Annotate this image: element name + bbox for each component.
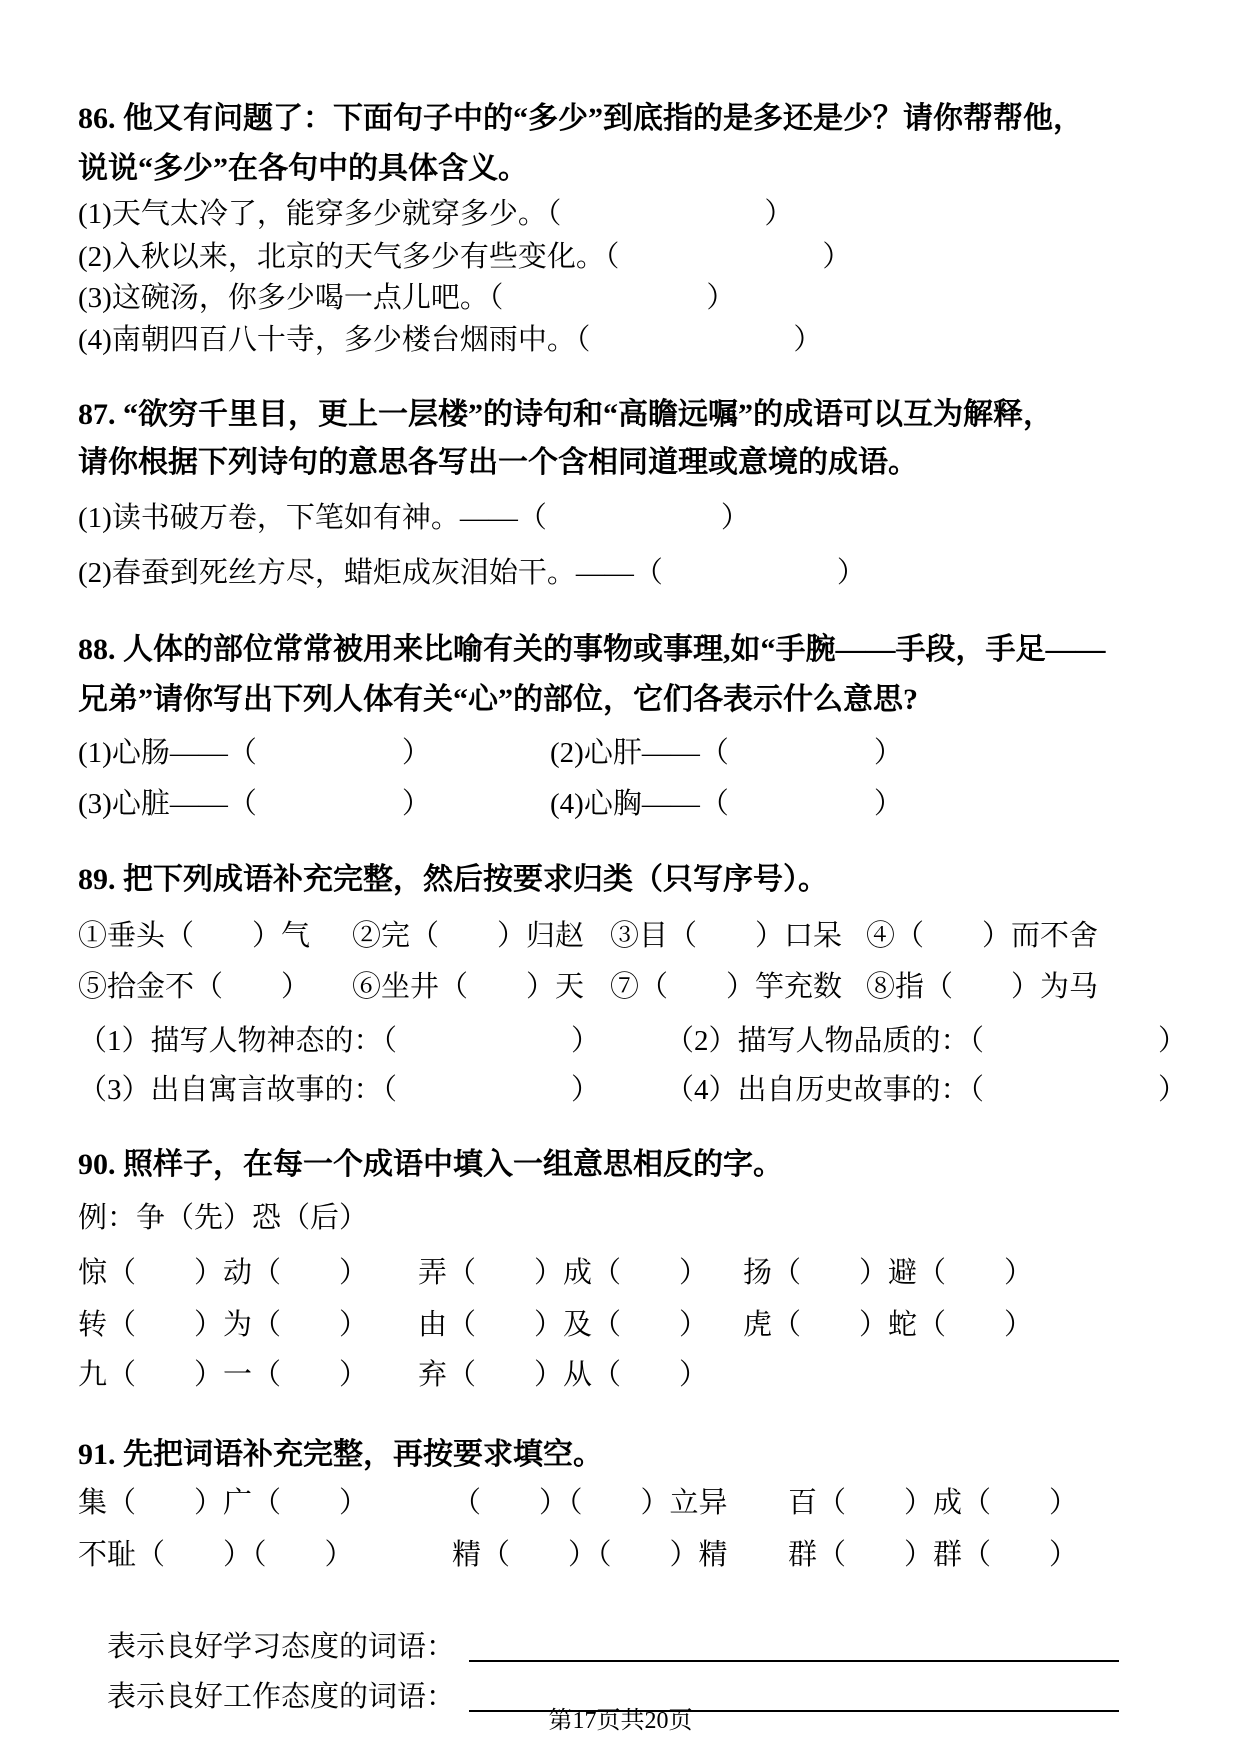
q91-word-1: 集（ ）广（ ） [78,1487,369,1519]
q86-item-3: (3)这碗汤，你多少喝一点儿吧。（ ） [78,282,736,314]
q90-idiom-1: 惊（ ）动（ ） [78,1257,369,1289]
q91-word-3: 百（ ）成（ ） [788,1487,1079,1519]
q91-row1 [78,1485,1211,1525]
q89-idiom-7: ⑦（ ）竽充数 [610,971,843,1003]
q91-fill-label-work: 表示良好工作态度的词语： [107,1681,456,1713]
q90-idiom-6: 虎（ ）蛇（ ） [743,1309,1034,1341]
q89-idiom-4: ④（ ）而不舍 [866,920,1099,952]
q90-row3 [78,1357,1211,1397]
q89-category-row1 [78,1023,1211,1063]
q89-idiom-3: ③目（ ）口呆 [610,920,843,952]
q86-title-line1: 86. 他又有问题了：下面句子中的“多少”到底指的是多还是少？请你帮帮他， [78,102,1083,135]
q90-idiom-7: 九（ ）一（ ） [78,1359,369,1391]
q91-title: 91. 先把词语补充完整，再按要求填空。 [78,1438,603,1471]
q86-title-line2: 说说“多少”在各句中的具体含义。 [78,152,528,185]
q87-title-line2: 请你根据下列诗句的意思各写出一个含相同道理或意境的成语。 [78,446,918,479]
page-number-footer: 第17页共20页 [548,1708,693,1734]
q90-idiom-4: 转（ ）为（ ） [78,1309,369,1341]
q90-idiom-5: 由（ ）及（ ） [418,1309,709,1341]
q87-title-line1: 87. “欲穷千里目，更上一层楼”的诗句和“高瞻远嘱”的成语可以互为解释， [78,398,1053,431]
q88-title-line1: 88. 人体的部位常常被用来比喻有关的事物或事理,如“手腕——手段，手足—— [78,633,1106,666]
q88-item-2: (2)心肝——（ ） [550,737,903,769]
q91-row2 [78,1537,1211,1577]
q90-example: 例：争（先）恐（后） [78,1202,369,1234]
q90-title: 90. 照样子，在每一个成语中填入一组意思相反的字。 [78,1148,783,1181]
q89-idiom-2: ②完（ ）归赵 [352,920,585,952]
q88-item-1: (1)心肠——（ ） [78,737,431,769]
q89-idiom-6: ⑥坐井（ ）天 [352,971,585,1003]
q89-idiom-row1 [78,918,1211,958]
q89-category-4: （4）出自历史故事的：（ ） [665,1074,1188,1106]
q89-category-3: （3）出自寓言故事的：（ ） [78,1074,601,1106]
q91-word-4: 不耻（ ）（ ） [78,1539,354,1571]
q89-idiom-5: ⑤拾金不（ ） [78,971,311,1003]
q90-row1 [78,1255,1211,1295]
q91-fill-label-study: 表示良好学习态度的词语： [107,1631,456,1663]
q88-item-4: (4)心胸——（ ） [550,788,903,820]
q88-items-row2 [78,786,1211,826]
q91-word-6: 群（ ）群（ ） [788,1539,1079,1571]
q91-word-2: （ ）（ ）立异 [452,1487,728,1519]
q88-title-line2: 兄弟”请你写出下列人体有关“心”的部位，它们各表示什么意思? [78,683,918,716]
q89-title: 89. 把下列成语补充完整，然后按要求归类（只写序号）。 [78,863,828,896]
q88-item-3: (3)心脏——（ ） [78,788,431,820]
q89-idiom-row2 [78,969,1211,1009]
q90-row2 [78,1307,1211,1347]
q89-category-2: （2）描写人物品质的：（ ） [665,1025,1188,1057]
q89-idiom-8: ⑧指（ ）为马 [866,971,1099,1003]
q90-idiom-2: 弄（ ）成（ ） [418,1257,709,1289]
q89-category-1: （1）描写人物神态的：（ ） [78,1025,601,1057]
q90-idiom-3: 扬（ ）避（ ） [743,1257,1034,1289]
q89-idiom-1: ①垂头（ ）气 [78,920,311,952]
q87-item-1: (1)读书破万卷，下笔如有神。——（ ） [78,502,750,534]
q90-idiom-8: 弃（ ）从（ ） [418,1359,709,1391]
q91-word-5: 精（ ）（ ）精 [452,1539,728,1571]
q86-item-2: (2)入秋以来，北京的天气多少有些变化。（ ） [78,241,852,273]
q86-item-4: (4)南朝四百八十寺，多少楼台烟雨中。（ ） [78,324,823,356]
q89-category-row2 [78,1072,1211,1112]
q86-item-1: (1)天气太冷了，能穿多少就穿多少。（ ） [78,198,794,230]
q87-item-2: (2)春蚕到死丝方尽，蜡炬成灰泪始干。——（ ） [78,557,866,589]
q91-fill-line-work [78,1642,1211,1753]
q88-items-row1 [78,735,1211,775]
